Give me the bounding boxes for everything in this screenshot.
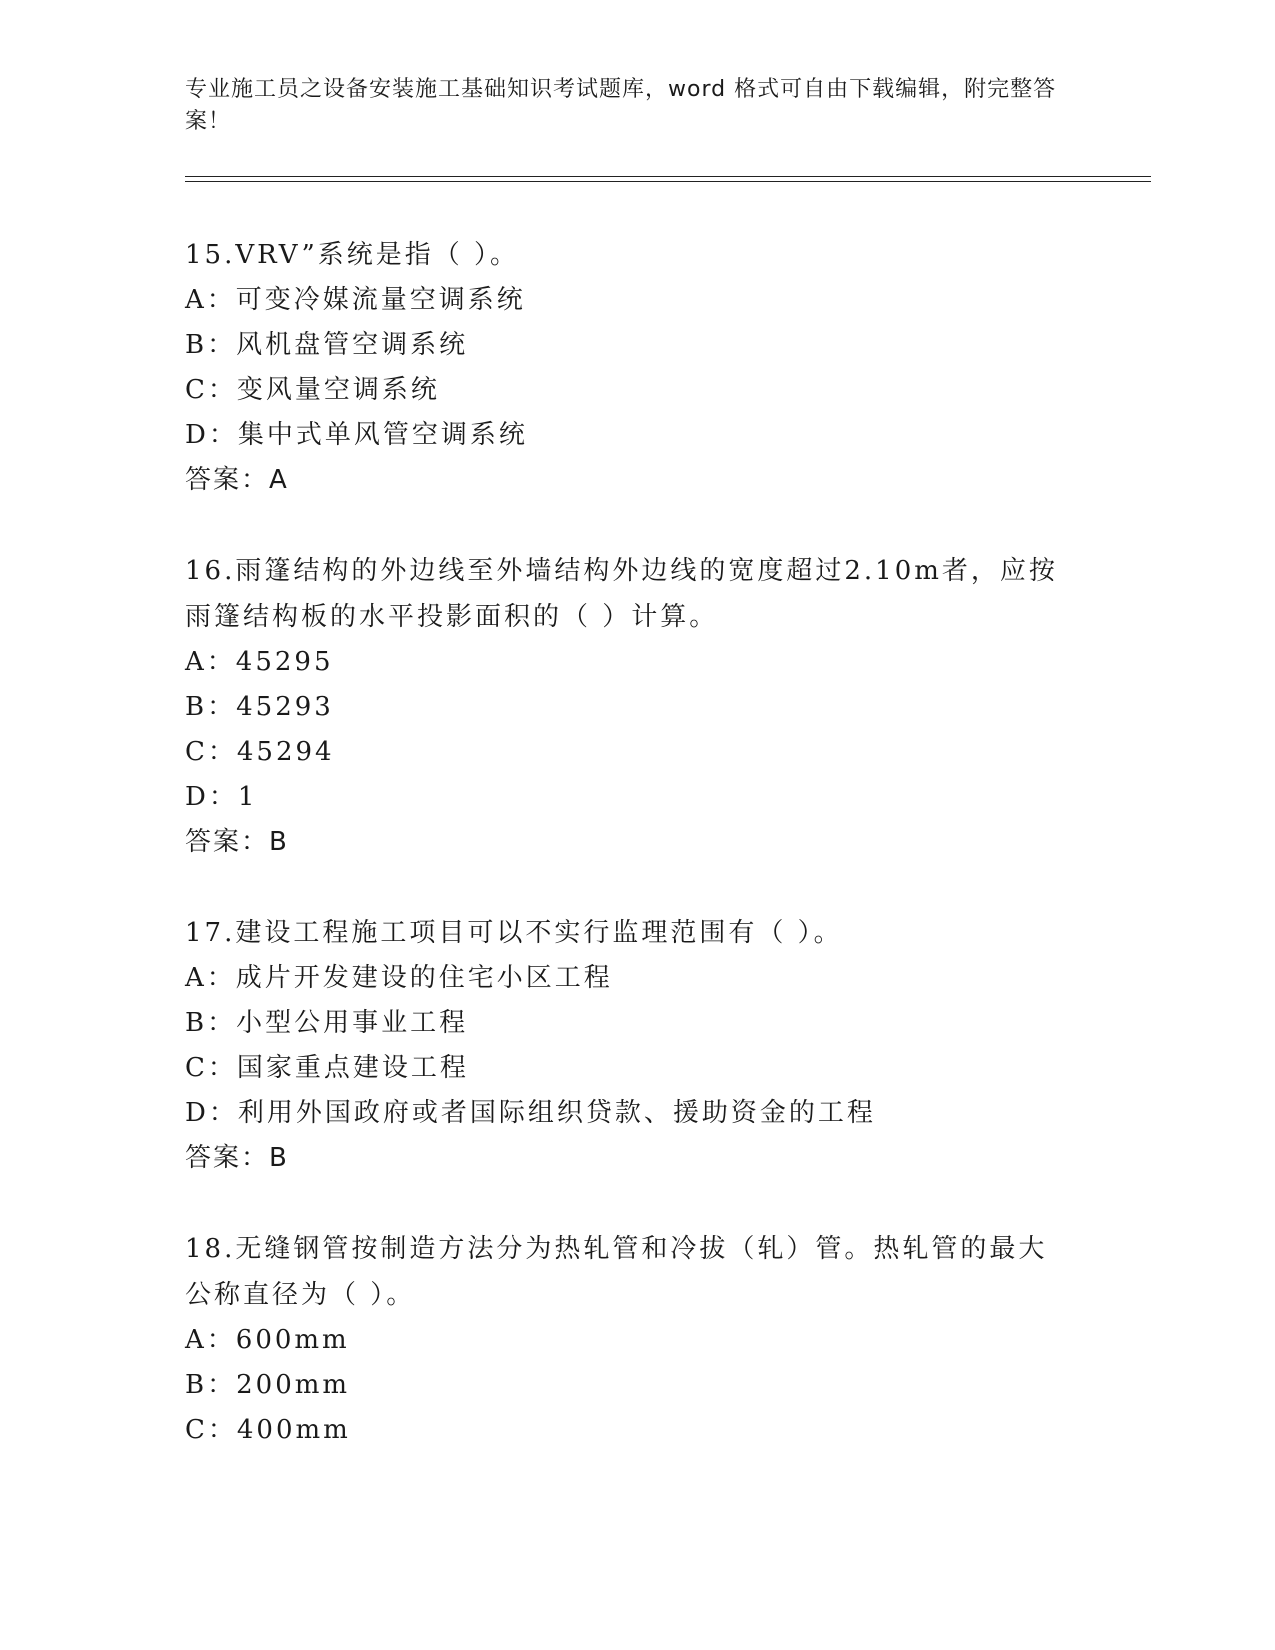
question-15 (185, 232, 1075, 503)
header-divider-bottom (185, 181, 1151, 182)
option-a: A：45295 (185, 647, 334, 677)
option-d: D：利用外国政府或者国际组织贷款、援助资金的工程 (185, 1098, 876, 1128)
option-a: A：600mm (185, 1325, 350, 1355)
option-b: B：200mm (185, 1370, 351, 1400)
option-b: B：小型公用事业工程 (185, 1008, 469, 1038)
question-stem: 15.VRV”系统是指（ ）。 (185, 240, 520, 270)
question-list (185, 232, 1075, 1498)
question-stem: 17.建设工程施工项目可以不实行监理范围有（ ）。 (185, 918, 843, 948)
option-a: A：成片开发建设的住宅小区工程 (185, 963, 613, 993)
option-b: B：风机盘管空调系统 (185, 330, 469, 360)
header-divider-top (185, 176, 1151, 177)
option-c: C：变风量空调系统 (185, 375, 440, 405)
answer: 答案：B (185, 827, 289, 857)
option-d: D：集中式单风管空调系统 (185, 420, 528, 450)
option-b: B：45293 (185, 692, 334, 722)
question-18 (185, 1226, 1075, 1453)
option-c: C：国家重点建设工程 (185, 1053, 469, 1083)
answer: 答案：A (185, 465, 289, 495)
question-stem: 18.无缝钢管按制造方法分为热轧管和冷拔（轧）管。热轧管的最大公称直径为（ ）。 (185, 1234, 1048, 1310)
option-c: C：400mm (185, 1415, 351, 1445)
option-a: A：可变冷媒流量空调系统 (185, 285, 526, 315)
question-16 (185, 548, 1075, 865)
answer: 答案：B (185, 1143, 289, 1173)
document-header: 专业施工员之设备安装施工基础知识考试题库，word 格式可自由下载编辑，附完整答案！ (185, 77, 1057, 134)
question-stem: 16.雨篷结构的外边线至外墙结构外边线的宽度超过2.10m者，应按雨篷结构板的水平投影面积的（ ）计算。 (185, 556, 1058, 632)
option-c: C：45294 (185, 737, 335, 767)
question-17 (185, 910, 1075, 1181)
option-d: D：1 (185, 782, 258, 812)
